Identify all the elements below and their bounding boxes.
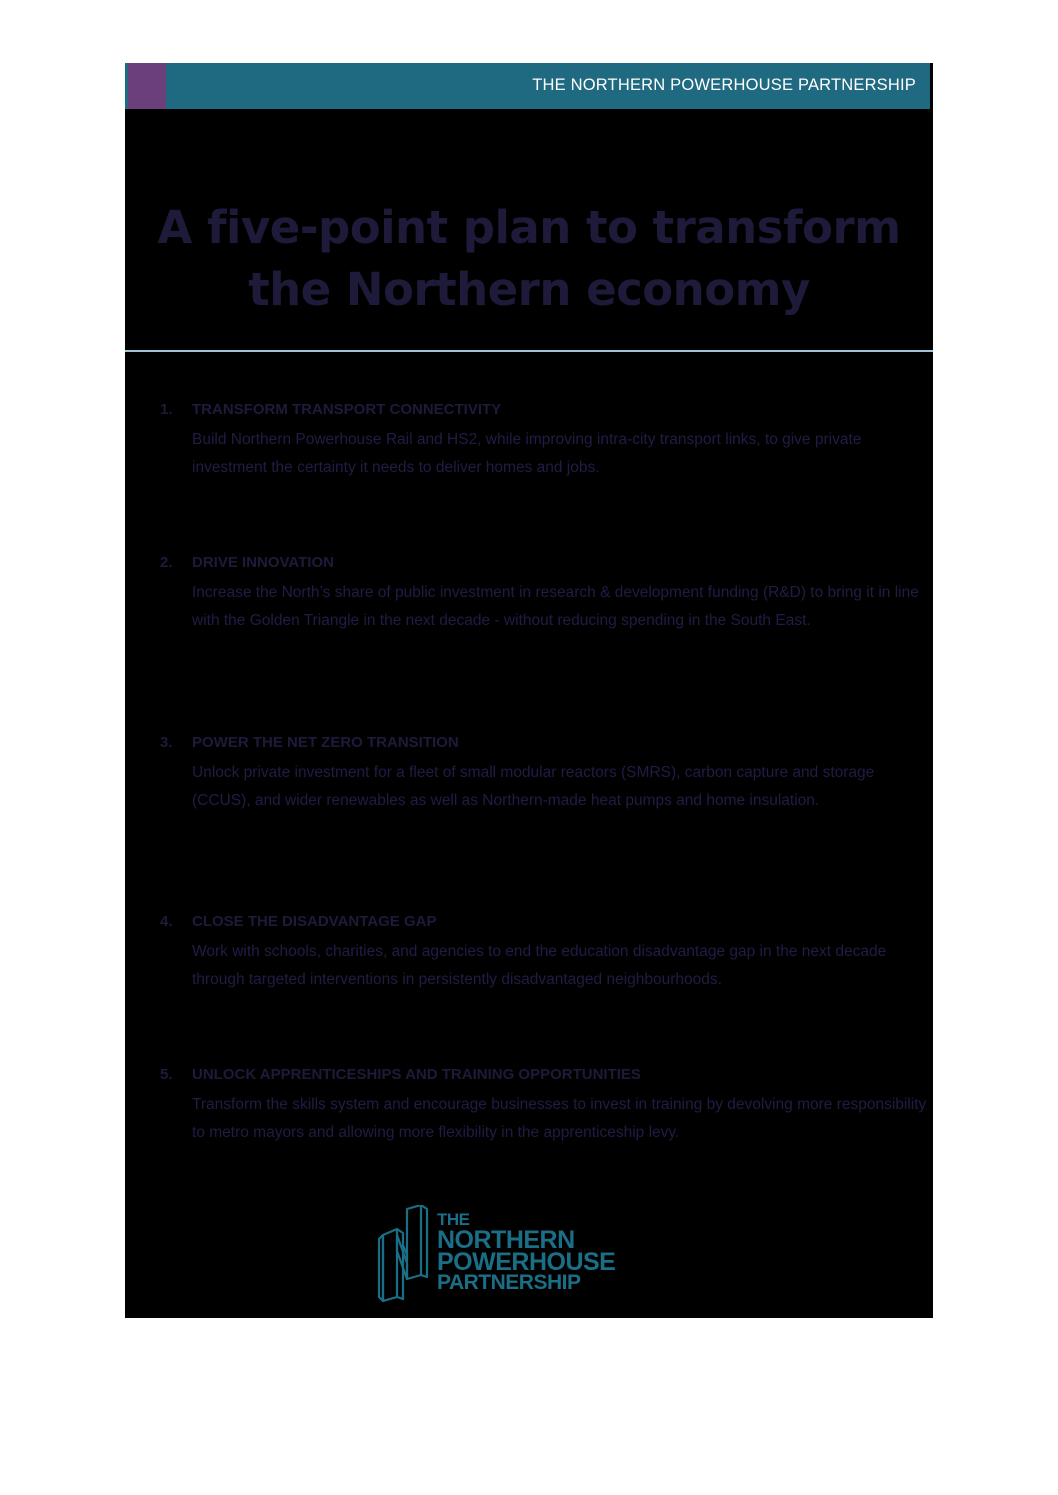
point-heading: DRIVE INNOVATION	[192, 554, 334, 571]
point-heading: TRANSFORM TRANSPORT CONNECTIVITY	[192, 401, 502, 418]
logo-wordmark	[437, 1211, 615, 1293]
point-heading: CLOSE THE DISADVANTAGE GAP	[192, 913, 437, 930]
header-organisation: THE NORTHERN POWERHOUSE PARTNERSHIP	[532, 76, 916, 94]
logo-line-3: POWERHOUSE	[437, 1248, 616, 1276]
point-number: 3.	[160, 734, 173, 751]
logo-line-4: PARTNERSHIP	[437, 1271, 581, 1294]
point-body: Work with schools, charities, and agencies to end the education disadvantage gap in the next decade through targeted interventions in persistently disadvantaged neighbourhoods.	[192, 943, 887, 988]
point-number: 5.	[160, 1066, 173, 1083]
point-body: Build Northern Powerhouse Rail and HS2, while improving intra-city transport links, to give private investment the certainty it needs to deliver homes and jobs.	[192, 431, 862, 476]
point-number: 4.	[160, 913, 173, 930]
point-heading: POWER THE NET ZERO TRANSITION	[192, 734, 459, 751]
header-bar	[125, 63, 930, 109]
page-title	[125, 197, 933, 321]
point-heading: UNLOCK APPRENTICESHIPS AND TRAINING OPPORTUNITIES	[192, 1066, 641, 1083]
n-monogram-icon	[377, 1205, 433, 1303]
logo-line-2: NORTHERN	[437, 1226, 575, 1254]
divider	[125, 350, 933, 352]
point-body: Unlock private investment for a fleet of small modular reactors (SMRS), carbon capture and storage (CCUS), and wider renewables as well as Northern-made heat pumps and home insulation.	[192, 764, 875, 809]
point-number: 1.	[160, 401, 173, 418]
document-page	[125, 63, 933, 1318]
point-number: 2.	[160, 554, 173, 571]
npp-logo	[377, 1205, 639, 1303]
header-accent	[128, 63, 166, 109]
point-body: Increase the North’s share of public investment in research & development funding (R&D) to bring it in line with the Golden Triangle in the next decade - without reducing spending in the South East.	[192, 584, 919, 629]
title-line-1: A five-point plan to transform	[157, 201, 901, 254]
point-body: Transform the skills system and encourage businesses to invest in training by devolving more responsibility to metro mayors and allowing more flexibility in the apprenticeship levy.	[192, 1096, 927, 1141]
title-line-2: the Northern economy	[248, 263, 810, 316]
logo-line-1: THE	[437, 1210, 470, 1229]
